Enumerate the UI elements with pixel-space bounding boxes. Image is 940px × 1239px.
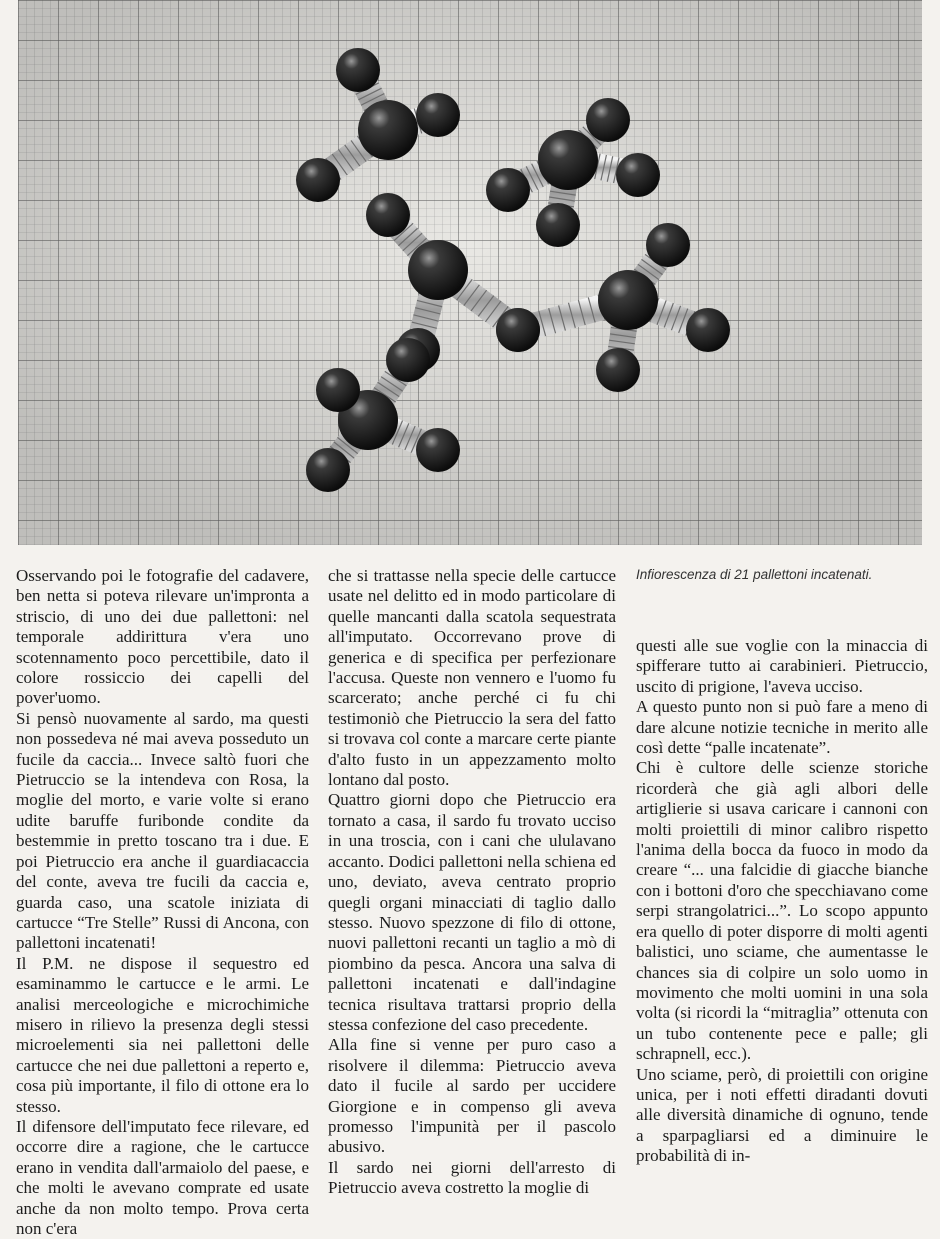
lead-pellet — [416, 93, 460, 137]
lead-pellet — [386, 338, 430, 382]
lead-pellet — [646, 223, 690, 267]
lead-pellet — [296, 158, 340, 202]
lead-pellet — [366, 193, 410, 237]
lead-pellet — [408, 240, 468, 300]
lead-pellet — [316, 368, 360, 412]
lead-pellet — [598, 270, 658, 330]
lead-pellet — [686, 308, 730, 352]
paragraph: Chi è cultore delle scienze storiche ricorderà che già agli albori delle artiglierie si usava caricare i cannoni con molti proiettili di minor calibro rispetto l'anima della bocca da fuoco in modo da creare “... una falcidie di giacche bianche con i bottoni d'oro che specchiavano come serpi strangolatrici...”. Lo scopo appunto era quello di poter disporre di molti agenti balistici, uno sciame, che aumentasse le chances sia di colpire un solo uomo in movimento che molti uomini in una sola volta (si ricordi la “mitraglia” ottenuta con un tubo contenente pece e palle; gli schrapnell, ecc.). — [636, 758, 928, 1064]
chained-pellets-photo — [18, 0, 922, 545]
lead-pellet — [616, 153, 660, 197]
lead-pellet — [496, 308, 540, 352]
lead-pellet — [358, 100, 418, 160]
lead-pellet — [306, 448, 350, 492]
lead-pellet — [486, 168, 530, 212]
lead-pellet — [416, 428, 460, 472]
text-column-3 — [636, 636, 928, 1167]
photo-caption: Infiorescenza di 21 pallettoni incatenati. — [636, 567, 873, 582]
text-column-2 — [328, 566, 616, 1199]
paragraph: questi alle sue voglie con la minaccia di spifferare tutto ai carabinieri. Pietruccio, uscito di prigione, l'aveva ucciso. — [636, 636, 928, 696]
paragraph: Alla fine si venne per puro caso a risolvere il dilemma: Pietruccio aveva dato il fucile al sardo per uccidere Giorgione e in compenso gli aveva promesso l'impunità per il pascolo abusivo. — [328, 1035, 616, 1157]
lead-pellet — [586, 98, 630, 142]
lead-pellet — [536, 203, 580, 247]
paragraph: Uno sciame, però, di proiettili con origine unica, per i noti effetti diradanti dovuti alle diversità dinamiche di ognuno, tende a sparpagliarsi ed a diminuire le probabilità di in- — [636, 1064, 928, 1166]
paragraph: A questo punto non si può fare a meno di dare alcune notizie tecniche in merito alle così dette “palle incatenate”. — [636, 697, 928, 758]
paragraph: Quattro giorni dopo che Pietruccio era tornato a casa, il sardo fu trovato ucciso in una troscia, con i cani che ululavano accanto. Dodici pallettoni nella schiena ed uno, deviato, aveva centrato proprio quegli organi minacciati di taglio dallo stesso. Nuovo spezzone di filo di ottone, nuovi pallettoni recanti un taglio a mò di piombino da pesca. Ancora una salva di pallettoni incatenati e dall'indagine tecnica risultava trattarsi proprio della stessa confezione del caso precedente. — [328, 790, 616, 1034]
paragraph: che si trattasse nella specie delle cartucce usate nel delitto ed in modo particolare di quelle mancanti dalla scatola sequestrata all'imputato. Occorrevano prove di generica e di specifica per perfezionare l'accusa. Queste non vennero e l'uomo fu scarcerato; anche perché ci fu chi testimoniò che Pietruccio la sera del fatto si trovava col conte a marcare certe piante d'alto fusto in un appezzamento molto lontano dal posto. — [328, 566, 616, 790]
paragraph: Si pensò nuovamente al sardo, ma questi non possedeva né mai aveva posseduto un fucile da caccia... Invece saltò fuori che Pietruccio se la intendeva con Rosa, la moglie del morto, e varie volte si erano udite baruffe furibonde condite da bestemmie in pretto toscano tra i due. E poi Pietruccio era anche il guardiacaccia del conte, aveva tre fucili da caccia e, guarda caso, una scatole iniziata di cartucce “Tre Stelle” Russi di Ancona, con pallettoni incatenati! — [16, 708, 309, 953]
lead-pellet — [596, 348, 640, 392]
lead-pellet — [336, 48, 380, 92]
lead-pellet — [538, 130, 598, 190]
paragraph: Il P.M. ne dispose il sequestro ed esaminammo le cartucce e le armi. Le analisi merceologiche e microchimiche misero in rilievo la presenza degli stessi microelementi sia nei pallettoni delle cartucce che nei due pallettoni a reperto e, cosa più importante, il filo di ottone era lo stesso. — [16, 953, 309, 1116]
chained-pellets-icon — [18, 0, 922, 545]
text-column-1 — [16, 566, 309, 1239]
paragraph: Osservando poi le fotografie del cadavere, ben netta si poteva rilevare un'impronta a striscio, di uno dei due pallettoni: nel temporale addirittura v'era uno scotennamento poco percettibile, dato il colore rossiccio dei capelli del pover'uomo. — [16, 566, 309, 708]
paragraph: Il difensore dell'imputato fece rilevare, ed occorre dire a ragione, che le cartucce erano in vendita dall'armaiolo del paese, e che molti le avevano comprate ed usate anche da non molto tempo. Prova certa non c'era — [16, 1116, 309, 1238]
paragraph: Il sardo nei giorni dell'arresto di Pietruccio aveva costretto la moglie di — [328, 1157, 616, 1198]
